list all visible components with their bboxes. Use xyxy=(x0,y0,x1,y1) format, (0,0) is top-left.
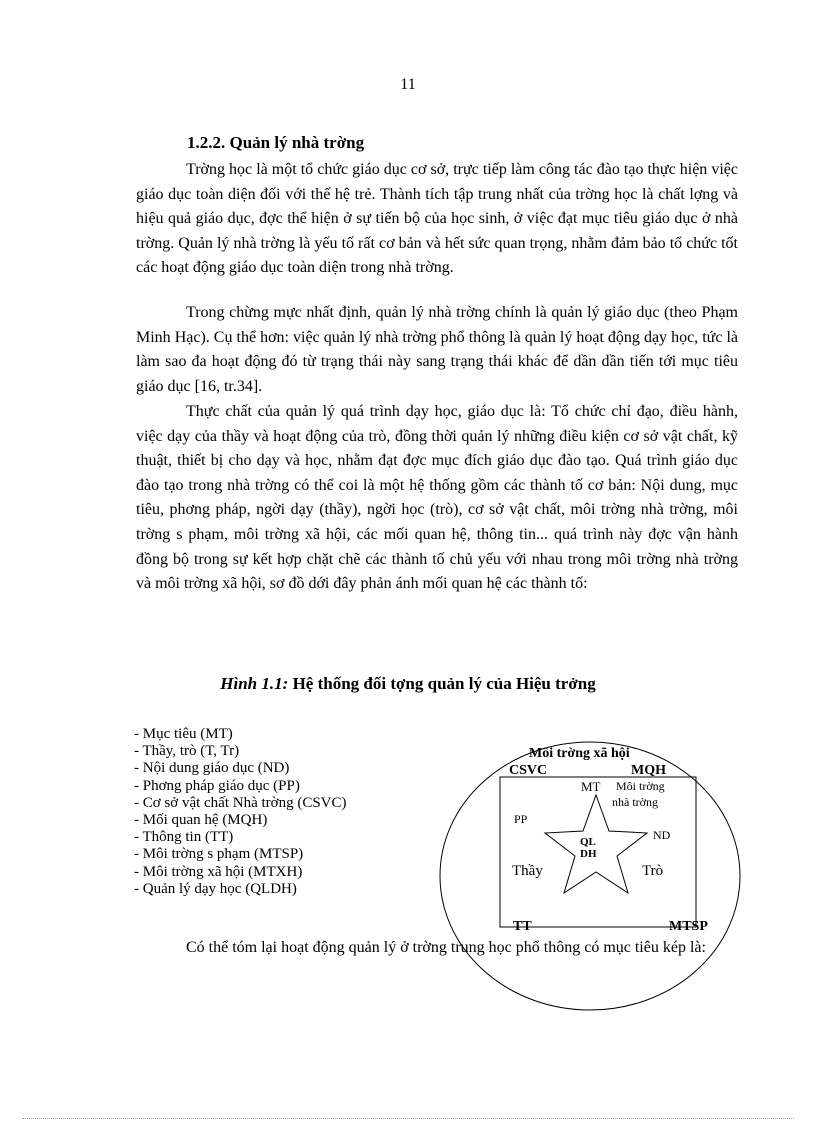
paragraph-text: Thực chất của quản lý quá trình dạy học, giáo dục là: Tổ chức chỉ đạo, điều hành, việc dạy của thầy và hoạt động của trò, đồng thời quản lý những điều kiện cơ sở vật chất, kỹ thuật, thiết bị cho dạy và học, nhằm đạt đợc mục đích giáo dục đào tạo. Quá trình giáo dục đào tạo trong nhà trờng có thể coi là một hệ thống gồm các thành tố cơ bản: Nội dung, mục tiêu, phơng pháp, ngời dạy (thầy), ngời học (trò), cơ sở vật chất, môi trờng nhà trờng, môi trờng s phạm, môi trờng xã hội, các mối quan hệ, thông tin... quá trình này đợc vận hành đồng bộ trong sự kết hợp chặt chẽ các thành tố chủ yếu với nhau trong môi trờng nhà trờng và môi trờng xã hội, sơ đồ dới đây phản ánh mối quan hệ các thành tố: xyxy=(136,403,738,593)
nd-label: ND xyxy=(653,828,671,842)
legend-item: - Môi trờng s phạm (MTSP) xyxy=(134,846,304,863)
legend-item: - Quản lý dạy học (QLDH) xyxy=(134,880,297,897)
tt-label: TT xyxy=(513,919,532,934)
paragraph-1 xyxy=(136,158,738,281)
paragraph-2 xyxy=(136,301,738,399)
legend-item: - Nội dung giáo dục (ND) xyxy=(134,760,290,777)
csvc-label: CSVC xyxy=(509,763,548,778)
paragraph-text: Trờng học là một tổ chức giáo dục cơ sở, trực tiếp làm công tác đào tạo thực hiện việc giáo dục toàn diện đối với thế hệ trẻ. Thành tích tập trung nhất của trờng học là chất lợng và hiệu quả giáo dục, đợc thể hiện ở sự tiến bộ của học sinh, ở việc đạt mục tiêu giáo dục ở nhà trờng. Quản lý nhà trờng là yếu tố rất cơ bản và hết sức quan trọng, nhằm đảm bảo tổ chức tốt các hoạt động giáo dục toàn diện trong nhà trờng. xyxy=(136,161,738,277)
school-environment-box xyxy=(500,777,696,927)
social-environment-label: Môi trờng xã hội xyxy=(529,746,630,761)
paragraph-text: Có thể tóm lại hoạt động quản lý ở trờng trung học phổ thông có mục tiêu kép là: xyxy=(186,939,706,956)
thay-label: Thầy xyxy=(512,863,543,879)
page-bottom-divider xyxy=(22,1118,794,1119)
figure-caption-label: Hình 1.1: xyxy=(220,674,289,693)
legend-item: - Mối quan hệ (MQH) xyxy=(134,812,268,829)
mtsp-label: MTSP xyxy=(669,919,708,934)
mt-label: MT xyxy=(581,779,601,794)
star-shape xyxy=(545,795,647,893)
paragraph-3 xyxy=(136,400,738,597)
center-label-line2: DH xyxy=(580,848,597,860)
pp-label: PP xyxy=(514,812,528,826)
school-environment-label-line2: nhà trờng xyxy=(612,795,659,809)
figure-caption xyxy=(0,674,816,694)
tro-label: Trò xyxy=(642,863,664,879)
figure-legend xyxy=(134,726,347,898)
legend-item: - Cơ sở vật chất Nhà trờng (CSVC) xyxy=(134,794,347,811)
legend-item: - Mục tiêu (MT) xyxy=(134,726,233,742)
center-label-line1: QL xyxy=(580,836,596,848)
mqh-label: MQH xyxy=(631,763,666,778)
paragraph-text: Trong chừng mực nhất định, quản lý nhà trờng chính là quản lý giáo dục (theo Phạm Minh Hạc). Cụ thể hơn: việc quản lý nhà trờng phổ thông là quản lý hoạt động dạy học, tức là làm sao đa hoạt động đó từ trạng thái này sang trạng thái khác để dần dần tiến tới mục tiêu giáo dục [16, tr.34]. xyxy=(136,304,738,395)
legend-item: - Phơng pháp giáo dục (PP) xyxy=(134,777,300,794)
page-number: 11 xyxy=(400,76,416,93)
section-heading: 1.2.2. Quản lý nhà trờng xyxy=(187,133,365,152)
figure-caption-text: Hệ thống đối tợng quản lý của Hiệu trởng xyxy=(288,674,596,693)
social-environment-ellipse xyxy=(440,742,740,1010)
school-environment-label-line1: Môi trờng xyxy=(616,779,665,793)
legend-item: - Môi trờng xã hội (MTXH) xyxy=(134,863,303,880)
legend-item: - Thông tin (TT) xyxy=(134,829,234,846)
paragraph-4 xyxy=(136,936,740,961)
legend-item: - Thầy, trò (T, Tr) xyxy=(134,743,240,760)
